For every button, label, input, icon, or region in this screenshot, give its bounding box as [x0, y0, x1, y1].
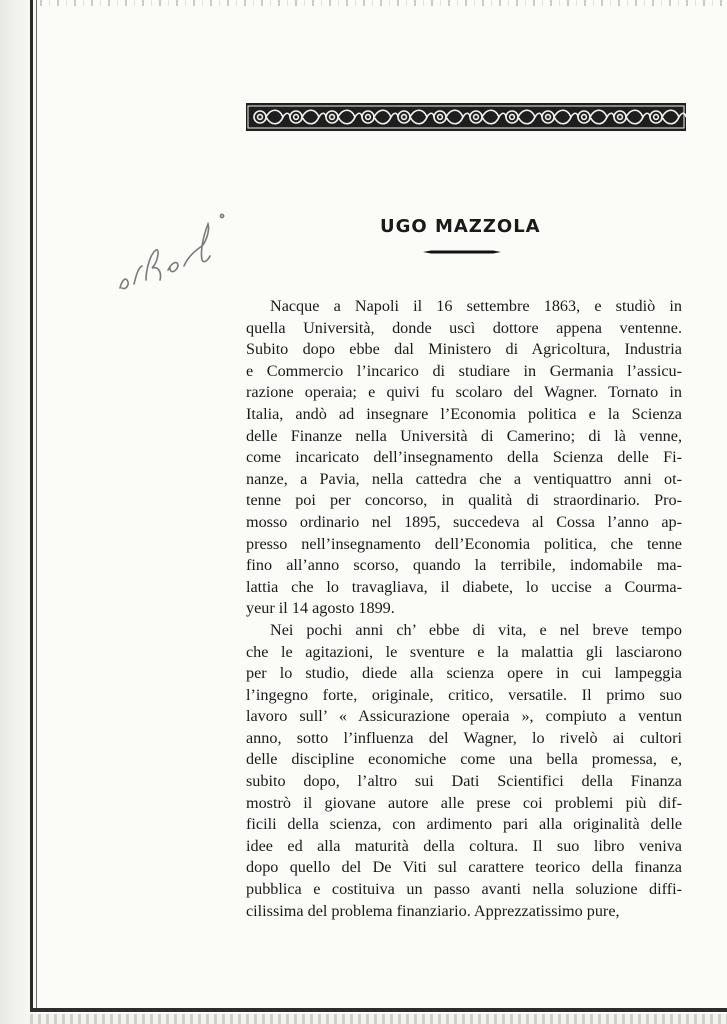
text-line: e Commercio l’incarico di studiare in Germania l’assicu- — [246, 361, 682, 380]
top-edge-speckle — [40, 0, 727, 6]
text-line: mosso ordinario nel 1895, succedeva al Cossa l’anno ap- — [246, 512, 682, 531]
text-line: per lo studio, diede alla scienza opere in cui lampeggia — [246, 664, 682, 683]
text-line: Nacque a Napoli il 16 settembre 1863, e studiò in — [270, 297, 682, 315]
text-line: Subito dopo ebbe dal Ministero di Agricoltura, Industria — [246, 340, 682, 359]
title-underline-rule — [423, 250, 501, 254]
text-line: lattia che lo travagliava, il diabete, lo uccise a Courma- — [246, 577, 682, 596]
text-line: nanze, a Pavia, nella cattedra che a ventiquattro anni ot- — [246, 469, 682, 488]
text-line: delle discipline economiche come una bella promessa, e, — [246, 750, 682, 769]
text-line: come incaricato dell’insegnamento della Scienza delle Fi- — [246, 448, 682, 467]
biography-text — [246, 296, 682, 922]
decorative-header-band — [246, 103, 686, 131]
text-line: delle Finanze nella Università di Camerino; di là venne, — [246, 426, 682, 445]
text-line: lavoro sull’ « Assicurazione operaia », compiuto a ventun — [246, 707, 682, 726]
text-line: dopo quello del De Viti sul carattere teorico della finanza — [246, 858, 682, 877]
text-line: Nei pochi anni ch’ ebbe di vita, e nel breve tempo — [270, 620, 682, 639]
text-line: razione operaia; e quivi fu scolaro del Wagner. Tornato in — [246, 383, 682, 402]
text-line: l’ingegno forte, originale, critico, versatile. Il primo suo — [246, 685, 682, 704]
bottom-page-edge — [30, 1008, 727, 1012]
text-line: subito dopo, l’altro sui Dati Scientifici della Finanza — [246, 772, 682, 791]
text-line: presso nell’insegnamento dell’Economia politica, che tenne — [246, 534, 682, 553]
text-line: pubblica e costituiva un passo avanti nella soluzione diffi- — [246, 880, 682, 899]
page-title: UGO MAZZOLA — [380, 216, 541, 237]
text-line: tenne poi per concorso, in qualità di straordinario. Pro- — [246, 491, 682, 510]
binding-shadow-line — [30, 0, 33, 1010]
text-line: ficili della scienza, con ardimento pari alla originalità delle — [246, 815, 682, 834]
bottom-page-edge-texture — [30, 1014, 727, 1024]
binding-shadow-line-inner — [36, 0, 37, 1010]
text-line: idee ed alla maturità della coltura. Il suo libro veniva — [246, 836, 682, 855]
text-line: che le agitazioni, le sventure e la malattia gli lasciarono — [246, 642, 682, 661]
text-line: cilissima del problema finanziario. Apprezzatissimo pure, — [246, 901, 620, 920]
paragraph-works — [246, 620, 682, 922]
text-line: yeur il 14 agosto 1899. — [246, 599, 395, 618]
paragraph-birth-and-career — [246, 296, 682, 620]
ornament-scroll-icon — [246, 103, 686, 131]
text-line: fino all’anno scorso, quando la terribile, indomabile ma- — [246, 556, 682, 575]
text-line: Italia, andò ad insegnare l’Economia politica e la Scienza — [246, 404, 682, 423]
handwritten-pencil-note — [112, 210, 232, 305]
text-line: mostrò il giovane autore alle prese coi problemi più dif- — [246, 793, 682, 812]
text-line: anno, sotto l’influenza del Wagner, lo rivelò ai cultori — [246, 728, 682, 747]
text-line: quella Università, donde uscì dottore appena ventenne. — [246, 318, 682, 337]
